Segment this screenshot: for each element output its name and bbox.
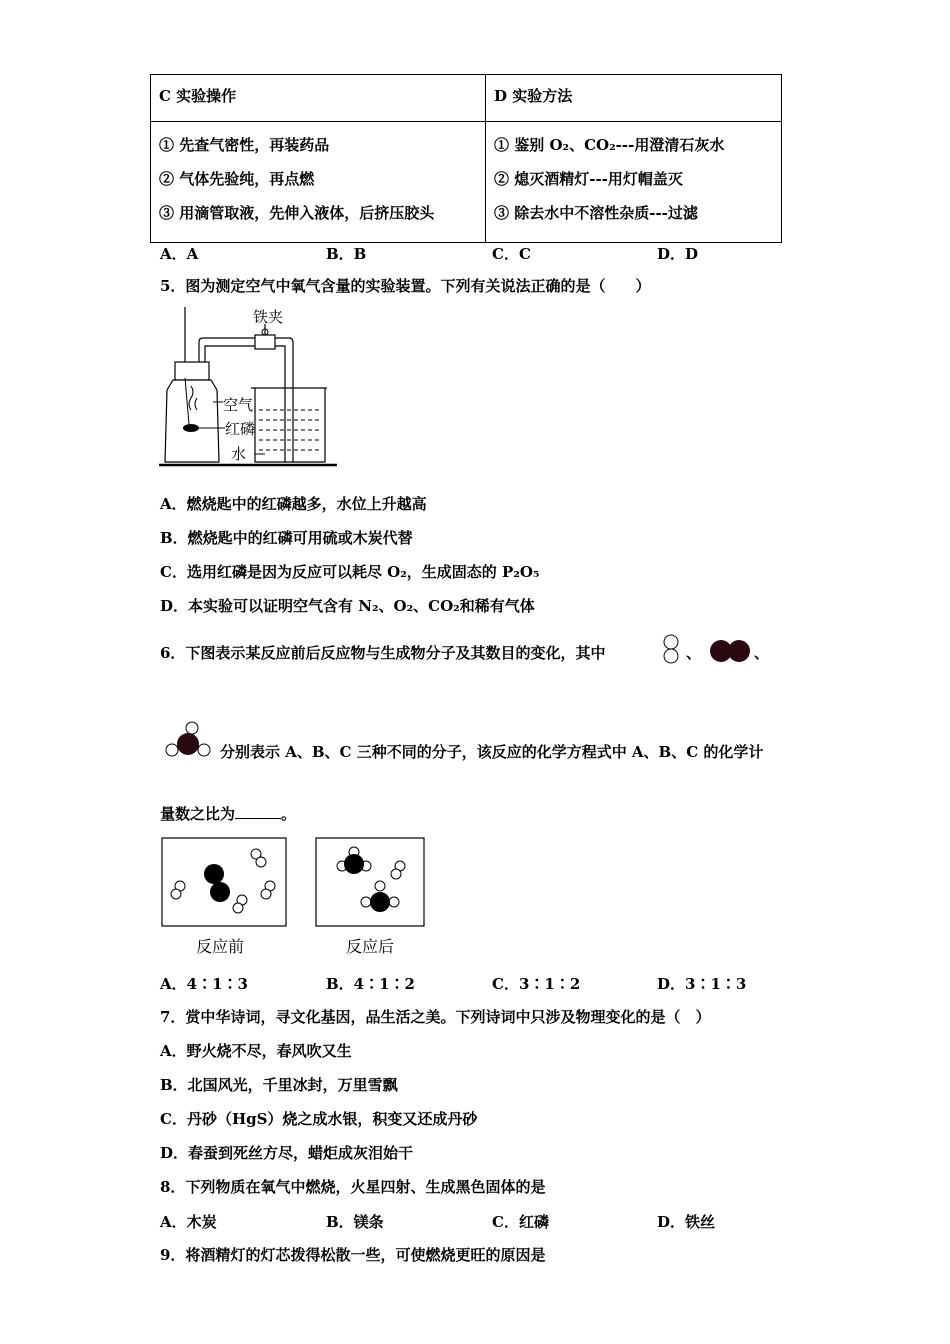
label-phosphorus: 红磷 xyxy=(225,420,256,438)
q6-separator-2: 、 xyxy=(754,644,770,662)
q6-stem-part3-line xyxy=(160,804,296,824)
q6-stem-part3: 量数之比为 xyxy=(160,805,236,823)
q6-choice-d[interactable]: D．3∶1∶3 xyxy=(657,975,747,993)
q5-option-d[interactable]: D．本实验可以证明空气含有 N₂、O₂、CO₂和稀有气体 xyxy=(160,597,535,615)
box-before-figure xyxy=(160,836,290,930)
q7-option-d[interactable]: D．春蚕到死丝方尽，蜡炬成灰泪始干 xyxy=(160,1144,414,1162)
q6-choice-b[interactable]: B．4∶1∶2 xyxy=(326,975,415,993)
q9-stem: 9．将酒精灯的灯芯拨得松散一些，可使燃烧更旺的原因是 xyxy=(160,1246,546,1264)
box-after-figure xyxy=(314,836,428,930)
q6-stem-end: 。 xyxy=(281,805,297,823)
q5-option-a[interactable]: A．燃烧匙中的红磷越多，水位上升越高 xyxy=(160,495,427,513)
label-water: 水 xyxy=(231,445,247,463)
table-header-d: D 实验方法 xyxy=(486,75,782,122)
q5-stem: 5．图为测定空气中氧气含量的实验装置。下列有关说法正确的是（ ） xyxy=(160,277,651,295)
c-item-1: ① 先查气密性，再装药品 xyxy=(159,136,330,154)
d-item-3: ③ 除去水中不溶性杂质---过滤 xyxy=(494,204,698,222)
q6-separator-1: 、 xyxy=(686,644,702,662)
q8-choice-b[interactable]: B．镁条 xyxy=(326,1213,384,1231)
q7-option-b[interactable]: B．北国风光，千里冰封，万里雪飘 xyxy=(160,1076,398,1094)
options-table xyxy=(150,74,782,243)
q5-option-c[interactable]: C．选用红磷是因为反应可以耗尽 O₂，生成固态的 P₂O₅ xyxy=(160,563,540,581)
q5-option-b[interactable]: B．燃烧匙中的红磷可用硫或木炭代替 xyxy=(160,529,413,547)
d-item-2: ② 熄灭酒精灯---用灯帽盖灭 xyxy=(494,170,683,188)
q4-choice-c[interactable]: C．C xyxy=(492,245,531,263)
q8-choice-a[interactable]: A．木炭 xyxy=(160,1213,217,1231)
table-cell-d xyxy=(486,122,782,243)
c-item-2: ② 气体先验纯，再点燃 xyxy=(159,170,315,188)
q4-choice-d[interactable]: D．D xyxy=(657,245,699,263)
q7-option-a[interactable]: A．野火烧不尽，春风吹又生 xyxy=(160,1042,352,1060)
q8-stem: 8．下列物质在氧气中燃烧，火星四射、生成黑色固体的是 xyxy=(160,1178,546,1196)
q4-choice-a[interactable]: A．A xyxy=(160,245,199,263)
q7-option-c[interactable]: C．丹砂（HgS）烧之成水银，积变又还成丹砂 xyxy=(160,1110,478,1128)
molecule-a-icon xyxy=(660,632,682,668)
q6-stem-part2: 分别表示 A、B、C 三种不同的分子，该反应的化学方程式中 A、B、C 的化学计 xyxy=(220,743,764,761)
q8-choice-c[interactable]: C．红磷 xyxy=(492,1213,549,1231)
q6-stem-part1: 6．下图表示某反应前后反应物与生成物分子及其数目的变化，其中 xyxy=(160,644,606,662)
box-before-label: 反应前 xyxy=(196,937,245,956)
q6-choice-a[interactable]: A．4∶1∶3 xyxy=(160,975,248,993)
table-cell-c xyxy=(151,122,486,243)
d-item-1: ① 鉴别 O₂、CO₂---用澄清石灰水 xyxy=(494,136,725,154)
molecule-c-icon xyxy=(162,718,214,760)
q6-choice-c[interactable]: C．3∶1∶2 xyxy=(492,975,581,993)
molecule-b-icon xyxy=(708,638,754,664)
label-clip: 铁夹 xyxy=(253,308,284,326)
q7-stem: 7．赏中华诗词，寻文化基因，品生活之美。下列诗词中只涉及物理变化的是（ ） xyxy=(160,1008,711,1026)
box-after-label: 反应后 xyxy=(346,937,395,956)
oxygen-apparatus-figure xyxy=(155,302,345,472)
q8-choice-d[interactable]: D．铁丝 xyxy=(657,1213,716,1231)
q6-answer-blank[interactable] xyxy=(235,804,281,819)
label-air: 空气 xyxy=(223,396,254,414)
q4-choice-b[interactable]: B．B xyxy=(326,245,367,263)
c-item-3: ③ 用滴管取液，先伸入液体，后挤压胶头 xyxy=(159,204,435,222)
table-header-c: C 实验操作 xyxy=(151,75,486,122)
